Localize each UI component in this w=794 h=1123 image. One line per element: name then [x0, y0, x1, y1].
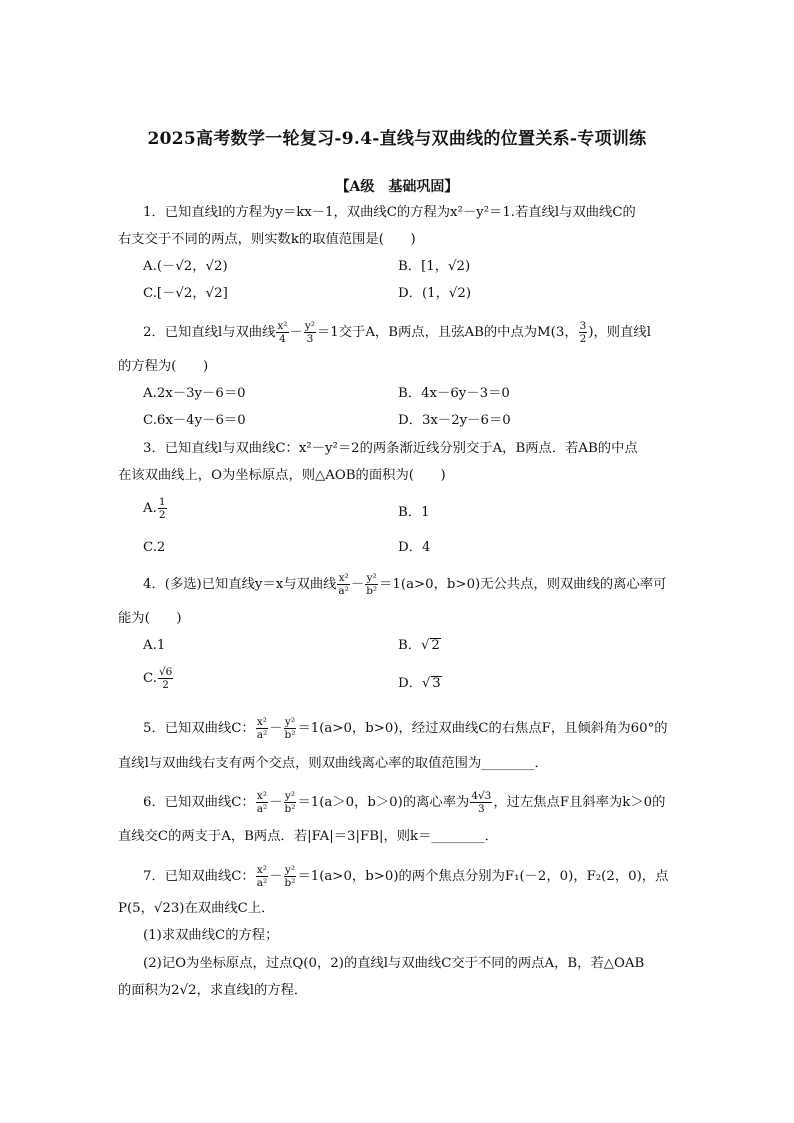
q7-sub1: (1)求双曲线C的方程；	[143, 928, 279, 943]
q3-option-c: C.2	[143, 540, 166, 555]
q1-line1: 1．已知直线l的方程为y＝kx－1，双曲线C的方程为x²－y²＝1.若直线l与双曲线C的	[143, 205, 636, 220]
q7-line1: 7．已知双曲线C： $\frac{\text{x²}}{\text{a²}}$ － $\frac{\text{y²}}{\text{b²}}$ ＝1(a>0，b>0)的两个焦点分别为F₁(－2，0)，F₂(2，0)，点	[143, 864, 669, 889]
q4-option-c: C. $\frac{√6}{2}$	[143, 666, 173, 691]
q3-line2: 在该双曲线上，O为坐标原点，则△AOB的面积为( )	[118, 468, 446, 483]
q1-option-a: A.(－√2，√2)	[143, 259, 228, 274]
q3-line1: 3．已知直线l与双曲线C：x²－y²＝2的两条渐近线分别交于A，B两点．若AB的中点	[143, 441, 638, 456]
q1-option-c: C.[－√2，√2]	[143, 286, 228, 301]
q1-option-b: B．[1，√2)	[398, 259, 471, 274]
q4-line1: 4．(多选)已知直线y＝x与双曲线 $\frac{\text{x²}}{\text{a²}}$ － $\frac{\text{y²}}{\text{b²}}$ ＝1(a>0，b>0)无公共点，则双曲线的离心率可	[143, 572, 667, 597]
page-title: 2025高考数学一轮复习-9.4-直线与双曲线的位置关系-专项训练	[147, 129, 647, 149]
q7-sub2: (2)记O为坐标原点，过点Q(0，2)的直线l与双曲线C交于不同的两点A，B，若△OAB	[143, 956, 645, 971]
q3-option-d: D．4	[398, 540, 431, 555]
q2-line2: 的方程为( )	[118, 359, 209, 374]
q2-option-d: D．3x－2y－6＝0	[398, 413, 511, 428]
q4-line2: 能为( )	[118, 611, 182, 626]
q4-option-b: B．√ 2	[398, 638, 440, 653]
q2-line1-part1: 2．已知直线l与双曲线	[143, 325, 276, 340]
q5-line1: 5．已知双曲线C： $\frac{\text{x²}}{\text{a²}}$ － $\frac{\text{y²}}{\text{b²}}$ ＝1(a>0，b>0)，经过双曲线C的右焦点F，且倾斜角为60°的	[143, 716, 668, 741]
q4-option-d: D．√ 3	[398, 676, 441, 691]
q3-option-a: A. $\frac{1}{2}$	[143, 496, 166, 521]
section-heading: 【A级 基础巩固】	[335, 179, 459, 195]
q5-line2: 直线l与双曲线右支有两个交点，则双曲线离心率的取值范围为________．	[118, 756, 548, 771]
q1-line2: 右支交于不同的两点，则实数k的取值范围是( )	[118, 232, 416, 247]
q2-line1-part2: ＝1交于A，B两点，且弦AB的中点为M	[316, 325, 551, 340]
q6-line2: 直线交C的两支于A，B两点．若|FA|＝3|FB|，则k＝________．	[118, 829, 498, 844]
q3-option-b: B．1	[398, 505, 430, 520]
q2-line1: 2．已知直线l与双曲线 $\frac{\text{x²}}{4}$ － $\frac{\text{y²}}{3}$ ＝1交于A，B两点，且弦AB的中点为M(3， $\frac{3}{2}$ )，则直线l	[143, 320, 651, 345]
fraction-x2-over-4: $\frac{\text{x²}}{4}$	[277, 320, 288, 345]
q1-option-d: D．(1，√2)	[398, 286, 472, 301]
q7-sub3: 的面积为2√2，求直线l的方程．	[118, 983, 308, 998]
q2-option-a: A.2x－3y－6＝0	[143, 386, 246, 401]
q2-option-b: B．4x－6y－3＝0	[398, 386, 510, 401]
q6-line1: 6．已知双曲线C： $\frac{\text{x²}}{\text{a²}}$ － $\frac{\text{y²}}{\text{b²}}$ ＝1(a＞0，b＞0)的离心率为 $\frac{4√3}{3}$ ，过左焦点F且斜率为k＞0的	[143, 790, 666, 815]
q2-option-c: C.6x－4y－6＝0	[143, 413, 246, 428]
q2-line1-part3: ，则直线l	[593, 325, 651, 340]
fraction-y2-over-3: $\frac{\text{y²}}{3}$	[304, 320, 315, 345]
point-m-coords: (3， $\frac{3}{2}$ )	[550, 320, 594, 345]
q4-option-a: A.1	[143, 638, 166, 653]
q7-line2: P(5，√23)在双曲线C上．	[118, 901, 275, 916]
